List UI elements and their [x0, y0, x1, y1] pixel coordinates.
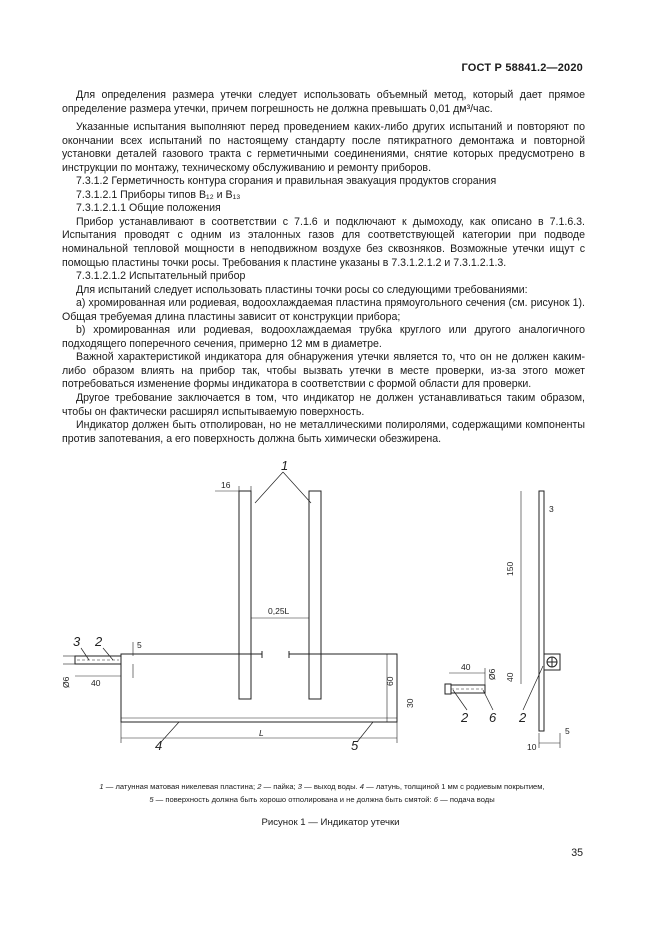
section-heading: 7.3.1.2.1.2 Испытательный прибор [76, 270, 246, 283]
callout-2-right: 2 [461, 710, 469, 725]
dim-40-side: 40 [505, 672, 515, 682]
legend-text: латунь, толщиной 1 мм с родиевым покрытием, [375, 782, 545, 791]
paragraph: Для определения размера утечки следует использовать объемный метод, который дает прямое определение размера утечки, причем погрешность не должна превышать 0,01 дм³/час. [62, 89, 585, 115]
dim-025L: 0,25L [268, 606, 290, 616]
legend-text: латунная матовая никелевая пластина; [115, 782, 256, 791]
legend-num: 1 [99, 782, 104, 791]
dim-30: 30 [405, 698, 415, 708]
dim-5-left: 5 [137, 640, 142, 650]
dim-L: L [259, 728, 264, 738]
document-id: ГОСТ Р 58841.2—2020 [461, 62, 583, 74]
dim-60: 60 [385, 676, 395, 686]
section-heading: 7.3.1.2.1.1 Общие положения [76, 202, 221, 215]
callout-6: 6 [489, 710, 497, 725]
dim-d6-right: Ø6 [487, 668, 497, 680]
legend-num: 5 [149, 795, 154, 804]
section-heading: 7.3.1.2.1 Приборы типов B₁₂ и B₁₃ [76, 188, 241, 201]
legend-text: выход воды. [313, 782, 358, 791]
legend-num: 3 [297, 782, 303, 791]
leak-indicator-drawing [55, 458, 600, 758]
page-number: 35 [571, 847, 583, 859]
vertical-strip-right [309, 491, 321, 699]
body-text [62, 89, 585, 446]
legend-text: подача воды [449, 795, 495, 804]
figure-caption: Рисунок 1 — Индикатор утечки [261, 817, 400, 828]
paragraph: Индикатор должен быть отполирован, но не металлическими полиролями, содержащими компоненты против запотевания, а его поверхность должна быть химически обезжирена. [62, 419, 585, 445]
side-view-strip [539, 491, 544, 731]
dim-150: 150 [505, 561, 515, 576]
legend-num: 2 [257, 782, 262, 791]
legend-num: 6 [433, 795, 438, 804]
figure-legend: 1 — латунная матовая никелевая пластина; 2 — пайка; 3 — выход воды. 4 — латунь, толщиной 1 мм с родиевым покрытием, 5 — поверхность должна быть хорошо отполирована и не должна быть смятой: 6 — подача воды [99, 782, 545, 804]
dim-d6-left: Ø6 [61, 676, 71, 688]
section-heading: 7.3.1.2 Герметичность контура сгорания и правильная эвакуация продуктов сгорания [76, 175, 497, 188]
callout-2-side: 2 [519, 710, 527, 725]
callout-3: 3 [73, 634, 81, 649]
dim-40-left: 40 [91, 678, 101, 688]
paragraph: Для испытаний следует использовать пластины точки росы со следующими требованиями: [76, 283, 528, 296]
dim-16: 16 [221, 480, 231, 490]
callout-5: 5 [351, 738, 359, 753]
vertical-strip-left [239, 491, 251, 699]
callout-4: 4 [155, 738, 163, 753]
list-item: a) хромированная или родиевая, водоохлаждаемая пластина прямоугольного сечения (см. рисунок 1). Общая требуемая длина пластины зависит от конструкции прибора; [62, 297, 585, 323]
legend-text: пайка; [273, 782, 296, 791]
dim-10: 10 [527, 742, 537, 752]
callout-2: 2 [95, 634, 103, 649]
paragraph: Другое требование заключается в том, что индикатор не должен устанавливаться таким образом, чтобы он фактически расширял испытываемую поверхность. [62, 392, 585, 418]
legend-num: 4 [359, 782, 365, 791]
legend-text: поверхность должна быть хорошо отполирована и не должна быть смятой: [165, 795, 432, 804]
paragraph: Важной характеристикой индикатора для обнаружения утечки является то, что он не должен каким-либо образом влиять на прибор так, чтобы вызвать утечки в месте проверки, из-за этого может потребоваться изменение формы индикатора в соответствии с формой области для проверки. [62, 351, 585, 391]
dim-40-right: 40 [461, 662, 471, 672]
list-item: b) хромированная или родиевая, водоохлаждаемая трубка круглого или другого аналогичного подходящего поперечного сечения, примерно 12 мм в диаметре. [62, 324, 585, 350]
dim-5-side: 5 [565, 726, 570, 736]
plate-outline [121, 654, 397, 722]
callout-1: 1 [281, 458, 289, 473]
paragraph: Прибор устанавливают в соответствии с 7.1.6 и подключают к дымоходу, как описано в 7.1.6.3. Испытания проводят с одним из эталонных газов для соответствующей категории при подводе номинальной тепловой мощности в неподвижном воздухе без сквозняков. Возможные утечки ищут с помощью пластины точки росы. Требования к пластине указаны в 7.3.1.2.1.2 и 7.3.1.2.1.3. [62, 215, 585, 269]
dim-3: 3 [549, 504, 554, 514]
paragraph: Указанные испытания выполняют перед проведением каких-либо других испытаний и повторяют по окончании всех испытаний по настоящему стандарту после пятикратного демонтажа и повторной установки деталей газового тракта с герметичными соединениями, снятие которых предусмотрено в инструкции по монтажу, техническому обслуживанию и ремонту приборов. [62, 121, 585, 174]
